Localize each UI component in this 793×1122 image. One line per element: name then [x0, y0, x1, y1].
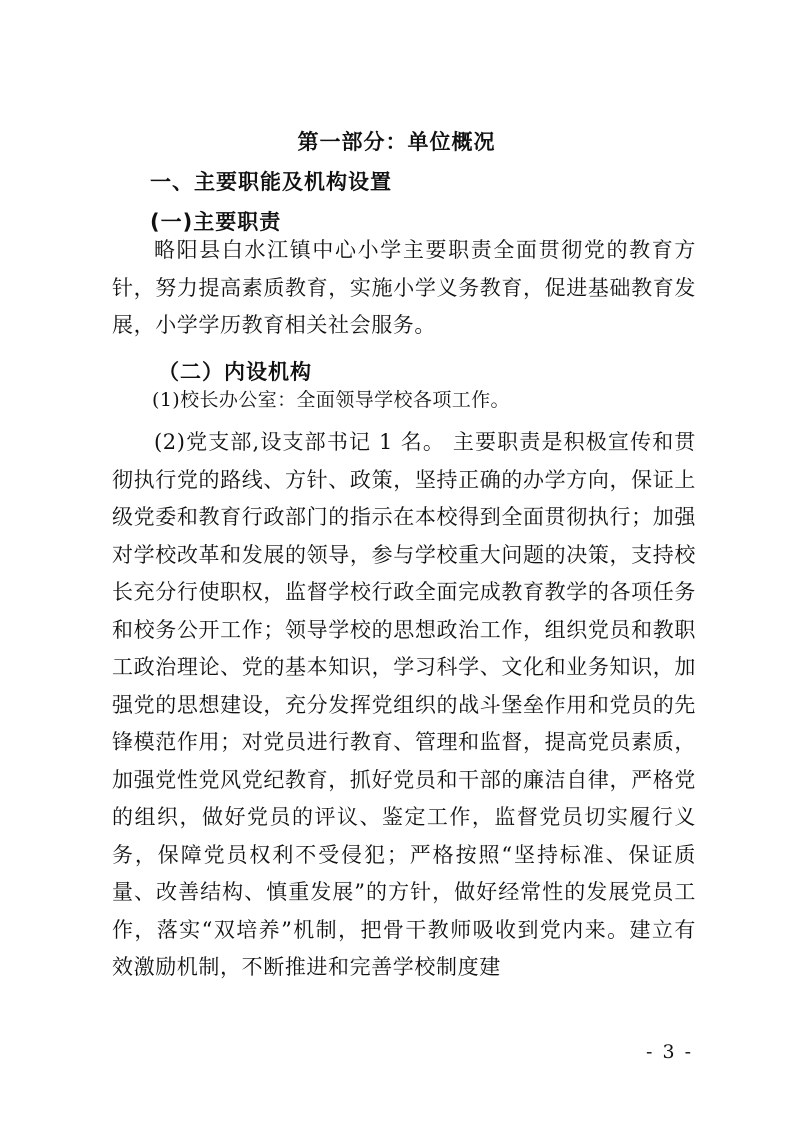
duties-paragraph: 略阳县白水江镇中心小学主要职责全面贯彻党的教育方针，努力提高素质教育，实施小学义务教育，促进基础教育发展，小学学历教育相关社会服务。 — [112, 238, 696, 337]
subsection-heading-duties: (一)主要职责 — [150, 210, 282, 234]
page-title: 第一部分：单位概况 — [297, 130, 496, 154]
page-number: - 3 - — [645, 1041, 693, 1063]
department-item-party-branch: (2)党支部,设支部书记 1 名。 主要职责是积极宣传和贯彻执行党的路线、方针、政策，坚持正确的办学方向，保证上级党委和教育行政部门的指示在本校得到全面贯彻执行；加强对学校改革和发展的领导，参与学校重大问题的决策，支持校长充分行使职权，监督学校行政全面完成教育教学的各项任务和校务公开工作；领导学校的思想政治工作，组织党员和教职工政治理论、党的基本知识，学习科学、文化和业务知识，加强党的思想建设，充分发挥党组织的战斗堡垒作用和党员的先锋模范作用；对党员进行教育、管理和监督，提高党员素质，加强党性党风党纪教育，抓好党员和干部的廉洁自律，严格党的组织，做好党员的评议、鉴定工作，监督党员切实履行义务，保障党员权利不受侵犯；严格按照“坚持标准、保证质量、改善结构、慎重发展”的方针，做好经常性的发展党员工作，落实“双培养”机制，把骨干教师吸收到党内来。建立有效激励机制，不断推进和完善学校制度建 — [112, 430, 696, 979]
department-item-principal-office: (1)校长办公室：全面领导学校各项工作。 — [152, 389, 510, 411]
subsection-heading-departments: （二）内设机构 — [158, 360, 312, 384]
section-heading-functions: 一、主要职能及机构设置 — [150, 170, 392, 194]
